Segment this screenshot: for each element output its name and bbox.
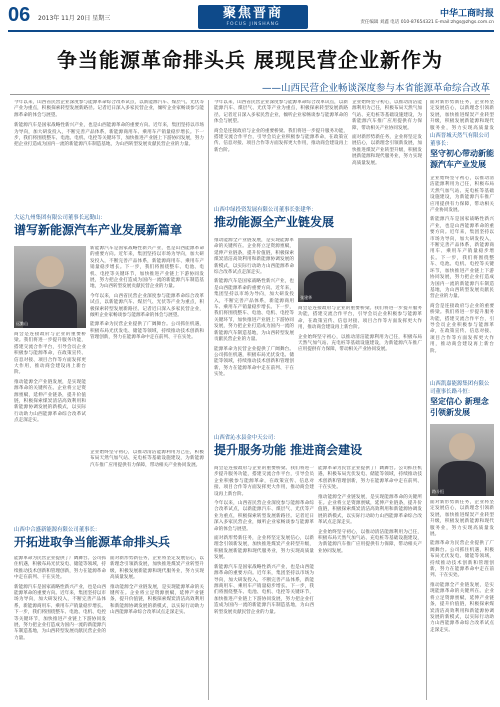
story-title: 坚守初心带动新能源汽车产业发展 <box>430 149 494 169</box>
story-text: 面对新形势新任务，企业将坚定发展信心，以新理念引领新发展，加快推进煤炭产业转型升级，积极发展新能源和现代服务业，努力实现高质量发展。 <box>214 536 314 561</box>
story-body <box>430 500 494 702</box>
story-header <box>214 434 422 462</box>
paper-name: 中华工商时报 <box>439 9 494 19</box>
story-text: 推动能源全产业链发展，是实现能源革命的关键所在。企业将立足资源禀赋，延伸产业链条，提升价值链，积极探索煤炭清洁高效利用和新能源协调发展的新模式，以实际行动助力山西能源革命综合改革试点走深走实。 <box>430 582 494 633</box>
issue-date: 2013年 11月 20日 星期三 <box>38 15 111 22</box>
story-text: 今年以来，山西省民营企业深度参与能源革命综合改革试点，以新能源汽车、煤层气、光伏等产业为重点，积极探索转型发展新路径。记者近日深入多家民营企业，倾听企业家畅谈参与能源革命的体会与展望。 <box>90 293 204 319</box>
story-body <box>214 100 348 200</box>
column-divider <box>208 100 209 700</box>
story-text: 推动能源全产业链发展，是实现能源革命的关键所在。企业将立足资源禀赋，延伸产业链条，提升价值链，积极探索煤炭清洁高效利用和新能源协调发展的新模式，以实际行动助力山西能源革命综合改革试点走深走实。 <box>214 238 294 276</box>
story-title: 提升服务功能 推进商会建设 <box>214 443 363 457</box>
story-text: 能源革命为民营企业提供了广阔舞台。公司抓住机遇，积极布局光伏发电、储能等领域，持续推动技术创新和管理创新，努力在能源革命中走在前列、干在实处。 <box>214 346 294 378</box>
story-text: 面对新形势新任务，企业将坚定发展信心，以新理念引领新发展，加快推进煤炭产业转型升级，积极发展新能源和现代服务业，努力实现高质量发 <box>430 100 494 130</box>
story-text: 企业始终坚守初心，以推动清洁能源利用为己任，积极布局天然气加气站、充电桩等基础设施建设，为新能源汽车推广应用提供有力保障，带动相关产业协同发展。 <box>90 450 204 468</box>
story-kicker: 山西省沁水县金中天公司： <box>214 435 279 441</box>
divider <box>10 94 490 95</box>
story-text: 新能源汽车是国家战略性新兴产业，也是山西能源革命的重要方向。近年来，集团坚持以市场为导向，加大研发投入，不断完善产品体系，新能源商用车、乘用车产销量稳步增长。下一步，我们将围绕整车、电池、电机、电控等关键环节，加快推进产业链上下游协同发展，努力把企业打造成为国内一流的新能源汽车制造基地，为山西转型发展贡献民营企业的力量。 <box>14 584 106 641</box>
story-text: 面对新形势新任务，企业将坚定发展信心，以新理念引领新发展，加快推进煤炭产业转型升级，积极发展新能源和现代服务业，努力实现高质量发展。 <box>110 556 204 581</box>
story-text: 企业始终坚守初心，以推动清洁能源利用为己任，积极布局天然气加气站、充电桩等基础设施建设，为新能源汽车推广应用提供有力保障，带动相关产业协同发展。 <box>318 529 422 554</box>
story-body <box>430 100 494 130</box>
story-title: 开拓进取争当能源革命排头兵 <box>14 535 171 549</box>
story-title: 推动能源全产业链发展 <box>214 215 335 229</box>
story-header <box>430 132 494 172</box>
story-header <box>14 526 204 554</box>
story-title: 谱写新能源汽车产业发展新篇章 <box>14 223 183 237</box>
portrait-photo <box>430 424 494 496</box>
section-subtitle: FOCUS JINSHANG <box>226 22 280 27</box>
story-text: 今年以来，山西省民营企业深度参与能源革命综合改革试点，以新能源汽车、煤层气、光伏等产业为重点，积极探索转型发展新路径。记者近日深入多家民营企业，倾听企业家畅谈参与能源革命的体会与展望。 <box>214 501 314 532</box>
story-text: 能源革命为民营企业提供了广阔舞台。公司抓住机遇，积极布局光伏发电、储能等领域，持续推动技术创新和管理创新，努力在能源革命中走在前列、干在实处。 <box>318 466 422 491</box>
story-text: 商会是连接政府与企业的重要桥梁。我们将进一步提升服务功能，搭建交流合作平台，引导会员企业积极参与能源革命，在政策宣传、信息对接、项目合作等方面发挥更大作用，推动商会建设再上新台阶。 <box>298 306 422 331</box>
story-text: 新能源汽车是国家战略性新兴产业，也是山西能源革命的重要方向。近年来，集团坚持以市场为导向，加大研发投入，不断完善产品体系，新能源商用车、乘用车产销量稳步增长。下一步，我们将围绕整车、电池、电机、电控等关键环节，加快推进产业链上下游协同发展，努力把企业打造成为国内一流的新能源汽车制造基地，为山西转型发展贡献民营企业的力量。 <box>430 217 494 300</box>
photo-caption: 远勤山 <box>16 321 28 326</box>
story-kicker: 山西凯嘉能源集团有限公司董事长路斗恒： <box>430 381 490 395</box>
story-header <box>214 206 348 234</box>
portrait-photo <box>14 246 86 328</box>
story-text: 企业始终坚守初心，以推动清洁能源利用为己任，积极布局天然气加气站、充电桩等基础设施建设，为新能源汽车推广应用提供有力保障，带动相关产业协同发展。 <box>298 334 422 353</box>
story-body <box>110 556 204 702</box>
story-kicker: 山西中绿投资发展有限公司董事长张建华： <box>214 207 317 213</box>
photo-caption: 张建华 <box>300 295 312 300</box>
section-title: 聚焦晋商 <box>222 6 283 21</box>
story-kicker: 山西晋城天然气有限公司董事长： <box>430 133 490 147</box>
story-body <box>90 246 204 446</box>
page-subheadline: ——山西民营企业畅谈深度参与本省能源革命综合改革 <box>261 83 490 94</box>
story-body <box>214 466 314 702</box>
story-text: 推动能源全产业链发展，是实现能源革命的关键所在。企业将立足资源禀赋，延伸产业链条，提升价值链，积极探索煤炭清洁高效利用和新能源协调发展的新模式，以实际行动助力山西能源革命综合改革试点走深走实。 <box>14 379 86 424</box>
story-body <box>318 466 422 702</box>
intro-text: 今年以来，山西省民营企业深度参与能源革命综合改革试点，以新能源汽车、煤层气、光伏等产业为重点，积极探索转型发展新路径。记者近日深入多家民营企业，倾听企业家畅谈参与能源革命的体会与展望。 <box>14 100 204 118</box>
editor-line: 责任编辑 刘鑫 电话 010-87654321 E-mail:zhgs@zhgs.com.cn <box>360 20 494 25</box>
story-text: 商会是连接政府与企业的重要桥梁。我们将进一步提升服务功能，搭建交流合作平台，引导会员企业积极参与能源革命，在政策宣传、信息对接、项目合作等方面发挥更大作用，推动商会建设再上新台阶。 <box>214 466 314 497</box>
story-text: 新能源汽车是国家战略性新兴产业，也是山西能源革命的重要方向。近年来，集团坚持以市场为导向，加大研发投入，不断完善产品体系，新能源商用车、乘用车产销量稳步增长。下一步，我们将围绕整车、电池、电机、电控等关键环节，加快推进产业链上下游协同发展，努力把企业打造成为国内一流的新能源汽车制造基地，为山西转型发展贡献民营企业的力量。 <box>214 564 314 615</box>
story-body <box>14 332 86 522</box>
masthead <box>8 4 494 32</box>
page-headline: 争当能源革命排头兵 展现民营企业新作为 <box>57 48 443 72</box>
story-text: 面对新形势新任务，企业将坚定发展信心，以新理念引领新发展，加快推进煤炭产业转型升级，积极发展新能源和现代服务业，努力实现高质量发展。 <box>352 135 422 166</box>
story-text: 企业始终坚守初心，以推动清洁能源利用为己任，积极布局天然气加气站、充电桩等基础设施建设，为新能源汽车推广应用提供有力保障，带动相关产业协同发展。 <box>430 176 494 214</box>
story-text: 新能源汽车是国家战略性新兴产业，也是山西能源革命的重要方向。近年来，集团坚持以市场为导向，加大研发投入，不断完善产品体系，新能源商用车、乘用车产销量稳步增长。下一步，我们将围绕整车、电池、电机、电控等关键环节，加快推进产业链上下游协同发展，努力把企业打造成为国内一流的新能源汽车制造基地，为山西转型发展贡献民营企业的力量。 <box>90 246 204 290</box>
page-number: 06 <box>8 4 31 26</box>
intro-column <box>14 100 204 210</box>
story-header <box>430 380 494 420</box>
story-body <box>14 556 106 702</box>
section-banner <box>198 5 308 29</box>
story-text: 商会是连接政府与企业的重要桥梁。我们将进一步提升服务功能，搭建交流合作平台，引导会员企业积极参与能源革命，在政策宣传、信息对接、项目合作等方面发挥更大作用，推动商会建设再上新台阶。 <box>430 303 494 354</box>
story-text: 能源革命为民营企业提供了广阔舞台。公司抓住机遇，积极布局光伏发电、储能等领域，持续推动技术创新和管理创新，努力在能源革命中走在前列、干在实处。 <box>14 556 106 581</box>
story-kicker: 山西中合盛新能源有限公司董事长： <box>14 527 101 533</box>
story-kicker: 大运九州集团有限公司董事长远勤山： <box>14 215 106 221</box>
intro-text: 新能源汽车是国家战略性新兴产业，也是山西能源革命的重要方向。近年来，集团坚持以市场为导向，加大研发投入，不断完善产品体系，新能源商用车、乘用车产销量稳步增长。下一步，我们将围绕整车、电池、电机、电控等关键环节，加快推进产业链上下游协同发展，努力把企业打造成为国内一流的新能源汽车制造基地，为山西转型发展贡献民营企业的力量。 <box>14 123 204 148</box>
story-body <box>298 306 422 428</box>
story-text: 推动能源全产业链发展，是实现能源革命的关键所在。企业将立足资源禀赋，延伸产业链条，提升价值链，积极探索煤炭清洁高效利用和新能源协调发展的新模式，以实际行动助力山西能源革命综合改革试点走深走实。 <box>110 584 204 616</box>
story-text: 商会是连接政府与企业的重要桥梁。我们将进一步提升服务功能，搭建交流合作平台，引导会员企业积极参与能源革命，在政策宣传、信息对接、项目合作等方面发挥更大作用，推动商会建设再上新台阶。 <box>14 332 86 376</box>
story-title: 坚定信心 新理念引领新发展 <box>430 397 489 417</box>
story-text: 推动能源全产业链发展，是实现能源革命的关键所在。企业将立足资源禀赋，延伸产业链条，提升价值链，积极探索煤炭清洁高效利用和新能源协调发展的新模式，以实际行动助力山西能源革命综合改革试点走深走实。 <box>318 494 422 526</box>
story-body <box>352 100 422 228</box>
story-text: 面对新形势新任务，企业将坚定发展信心，以新理念引领新发展，加快推进煤炭产业转型升级，积极发展新能源和现代服务业，努力实现高质量发展。 <box>430 500 494 538</box>
story-text: 商会是连接政府与企业的重要桥梁。我们将进一步提升服务功能，搭建交流合作平台，引导会员企业积极参与能源革命，在政策宣传、信息对接、项目合作等方面发挥更大作用，推动商会建设再上新台阶。 <box>214 128 348 153</box>
portrait-photo <box>298 238 352 302</box>
story-text: 企业始终坚守初心，以推动清洁能源利用为己任，积极布局天然气加气站、充电桩等基础设施建设，为新能源汽车推广应用提供有力保障，带动相关产业协同发展。 <box>352 100 422 131</box>
story-text: 新能源汽车是国家战略性新兴产业，也是山西能源革命的重要方向。近年来，集团坚持以市场为导向，加大研发投入，不断完善产品体系，新能源商用车、乘用车产销量稳步增长。下一步，我们将围绕整车、电池、电机、电控等关键环节，加快推进产业链上下游协同发展，努力把企业打造成为国内一流的新能源汽车制造基地，为山西转型发展贡献民营企业的力量。 <box>214 279 294 343</box>
story-header <box>14 214 204 244</box>
story-text: 今年以来，山西省民营企业深度参与能源革命综合改革试点，以新能源汽车、煤层气、光伏等产业为重点，积极探索转型发展新路径。记者近日深入多家民营企业，倾听企业家畅谈参与能源革命的体会与展望。 <box>214 100 348 125</box>
story-body <box>90 450 204 522</box>
photo-caption: 路斗恒 <box>432 489 444 494</box>
story-text: 能源革命为民营企业提供了广阔舞台。公司抓住机遇，积极布局光伏发电、储能等领域，持续推动技术创新和管理创新，努力在能源革命中走在前列、干在实处。 <box>430 541 494 579</box>
story-body <box>214 238 294 428</box>
story-text: 能源革命为民营企业提供了广阔舞台。公司抓住机遇，积极布局光伏发电、储能等领域，持续推动技术创新和管理创新，努力在能源革命中走在前列、干在实处。 <box>90 322 204 341</box>
story-body <box>430 176 494 376</box>
column-divider <box>426 100 427 700</box>
